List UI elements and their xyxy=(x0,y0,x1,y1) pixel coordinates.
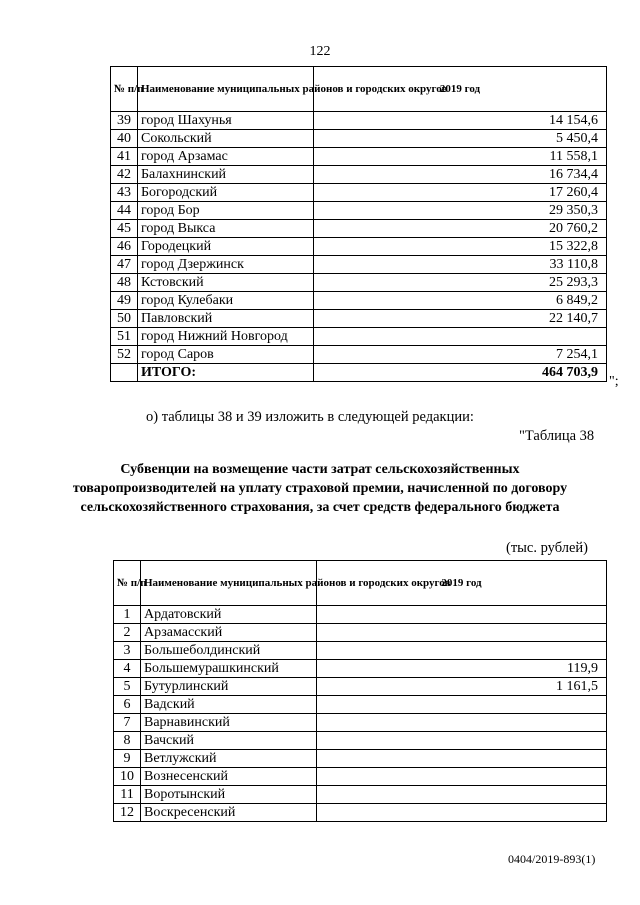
row-name: Ардатовский xyxy=(141,606,317,624)
table-row xyxy=(114,786,607,804)
table-row xyxy=(111,274,607,292)
row-number: 2 xyxy=(114,624,141,642)
table-row xyxy=(111,328,607,346)
row-name: город Дзержинск xyxy=(138,256,314,274)
table-header-row xyxy=(111,67,607,112)
col-header-name: Наименование муниципальных районов и городских округов xyxy=(138,67,314,112)
row-name: Балахнинский xyxy=(138,166,314,184)
table-row xyxy=(114,624,607,642)
row-name: Павловский xyxy=(138,310,314,328)
row-number: 12 xyxy=(114,804,141,822)
row-name: город Арзамас xyxy=(138,148,314,166)
amendment-paragraph: о) таблицы 38 и 39 изложить в следующей редакции: xyxy=(146,409,474,425)
table-row xyxy=(114,642,607,660)
row-number: 42 xyxy=(111,166,138,184)
row-value: 6 849,2 xyxy=(314,292,607,310)
table-row xyxy=(111,220,607,238)
row-name: Кстовский xyxy=(138,274,314,292)
row-value: 7 254,1 xyxy=(314,346,607,364)
table-row xyxy=(111,292,607,310)
table-row xyxy=(111,130,607,148)
table-row xyxy=(114,732,607,750)
table-row xyxy=(111,202,607,220)
row-value: 17 260,4 xyxy=(314,184,607,202)
row-number: 8 xyxy=(114,732,141,750)
row-name: Воскресенский xyxy=(141,804,317,822)
row-value xyxy=(317,750,607,768)
subsidy-table xyxy=(113,560,607,822)
table-row xyxy=(111,112,607,130)
closing-quote-mark: "; xyxy=(609,374,619,389)
total-number-cell xyxy=(111,364,138,382)
row-value: 1 161,5 xyxy=(317,678,607,696)
row-number: 48 xyxy=(111,274,138,292)
row-name: город Выкса xyxy=(138,220,314,238)
row-value: 25 293,3 xyxy=(314,274,607,292)
row-name: город Нижний Новгород xyxy=(138,328,314,346)
row-value: 29 350,3 xyxy=(314,202,607,220)
table-row xyxy=(111,238,607,256)
row-name: Большемурашкинский xyxy=(141,660,317,678)
row-value xyxy=(317,642,607,660)
row-number: 51 xyxy=(111,328,138,346)
row-value xyxy=(317,804,607,822)
table-row xyxy=(114,696,607,714)
row-name: Вознесенский xyxy=(141,768,317,786)
col-header-number: № п/п xyxy=(111,67,138,112)
row-value: 33 110,8 xyxy=(314,256,607,274)
row-name: город Бор xyxy=(138,202,314,220)
table-row xyxy=(111,310,607,328)
row-number: 1 xyxy=(114,606,141,624)
row-number: 41 xyxy=(111,148,138,166)
row-value xyxy=(317,732,607,750)
row-value: 15 322,8 xyxy=(314,238,607,256)
row-name: Вадский xyxy=(141,696,317,714)
row-name: Вачский xyxy=(141,732,317,750)
table-row xyxy=(114,678,607,696)
row-value: 11 558,1 xyxy=(314,148,607,166)
row-name: Городецкий xyxy=(138,238,314,256)
row-number: 39 xyxy=(111,112,138,130)
row-number: 50 xyxy=(111,310,138,328)
row-name: Ветлужский xyxy=(141,750,317,768)
table-row xyxy=(114,804,607,822)
col-header-year: 2019 год xyxy=(317,561,607,606)
table-row xyxy=(114,750,607,768)
row-number: 3 xyxy=(114,642,141,660)
row-number: 11 xyxy=(114,786,141,804)
row-value xyxy=(317,714,607,732)
row-value xyxy=(317,624,607,642)
col-header-year: 2019 год xyxy=(314,67,607,112)
row-number: 46 xyxy=(111,238,138,256)
row-value xyxy=(317,606,607,624)
row-value xyxy=(317,696,607,714)
table-row xyxy=(111,166,607,184)
row-value: 5 450,4 xyxy=(314,130,607,148)
row-number: 10 xyxy=(114,768,141,786)
row-number: 4 xyxy=(114,660,141,678)
row-value xyxy=(317,786,607,804)
row-name: Богородский xyxy=(138,184,314,202)
table-row xyxy=(114,768,607,786)
row-name: Большеболдинский xyxy=(141,642,317,660)
row-number: 52 xyxy=(111,346,138,364)
row-number: 43 xyxy=(111,184,138,202)
table-row xyxy=(114,714,607,732)
row-value: 14 154,6 xyxy=(314,112,607,130)
row-value: 20 760,2 xyxy=(314,220,607,238)
units-label: (тыс. рублей) xyxy=(506,540,588,556)
row-number: 47 xyxy=(111,256,138,274)
row-value: 119,9 xyxy=(317,660,607,678)
table-row xyxy=(111,184,607,202)
table-row xyxy=(114,660,607,678)
table-row xyxy=(111,346,607,364)
total-value: 464 703,9 xyxy=(314,364,607,382)
row-name: Сокольский xyxy=(138,130,314,148)
municipal-table-continued xyxy=(110,66,607,382)
row-number: 7 xyxy=(114,714,141,732)
row-number: 5 xyxy=(114,678,141,696)
page-number: 122 xyxy=(309,44,331,59)
table-header-row xyxy=(114,561,607,606)
row-value: 16 734,4 xyxy=(314,166,607,184)
row-value xyxy=(314,328,607,346)
document-code: 0404/2019-893(1) xyxy=(508,852,596,866)
row-number: 9 xyxy=(114,750,141,768)
row-value: 22 140,7 xyxy=(314,310,607,328)
row-name: город Кулебаки xyxy=(138,292,314,310)
row-number: 49 xyxy=(111,292,138,310)
row-name: Бутурлинский xyxy=(141,678,317,696)
col-header-number: № п/п xyxy=(114,561,141,606)
table-row xyxy=(111,148,607,166)
row-number: 40 xyxy=(111,130,138,148)
total-label: ИТОГО: xyxy=(138,364,314,382)
row-name: Варнавинский xyxy=(141,714,317,732)
table-row xyxy=(111,256,607,274)
row-value xyxy=(317,768,607,786)
table-label: "Таблица 38 xyxy=(519,428,595,444)
row-name: Арзамасский xyxy=(141,624,317,642)
table-row xyxy=(114,606,607,624)
table-heading: Субвенции на возмещение части затрат сельскохозяйственных товаропроизводителей на уплату страховой премии, начисленной по договору сельскохозяйственного страхования, за счет средств федерального бюджета xyxy=(72,462,568,515)
row-name: Воротынский xyxy=(141,786,317,804)
row-number: 45 xyxy=(111,220,138,238)
row-name: город Саров xyxy=(138,346,314,364)
row-number: 44 xyxy=(111,202,138,220)
row-name: город Шахунья xyxy=(138,112,314,130)
col-header-name: Наименование муниципальных районов и городских округов xyxy=(141,561,317,606)
total-row xyxy=(111,364,607,382)
row-number: 6 xyxy=(114,696,141,714)
